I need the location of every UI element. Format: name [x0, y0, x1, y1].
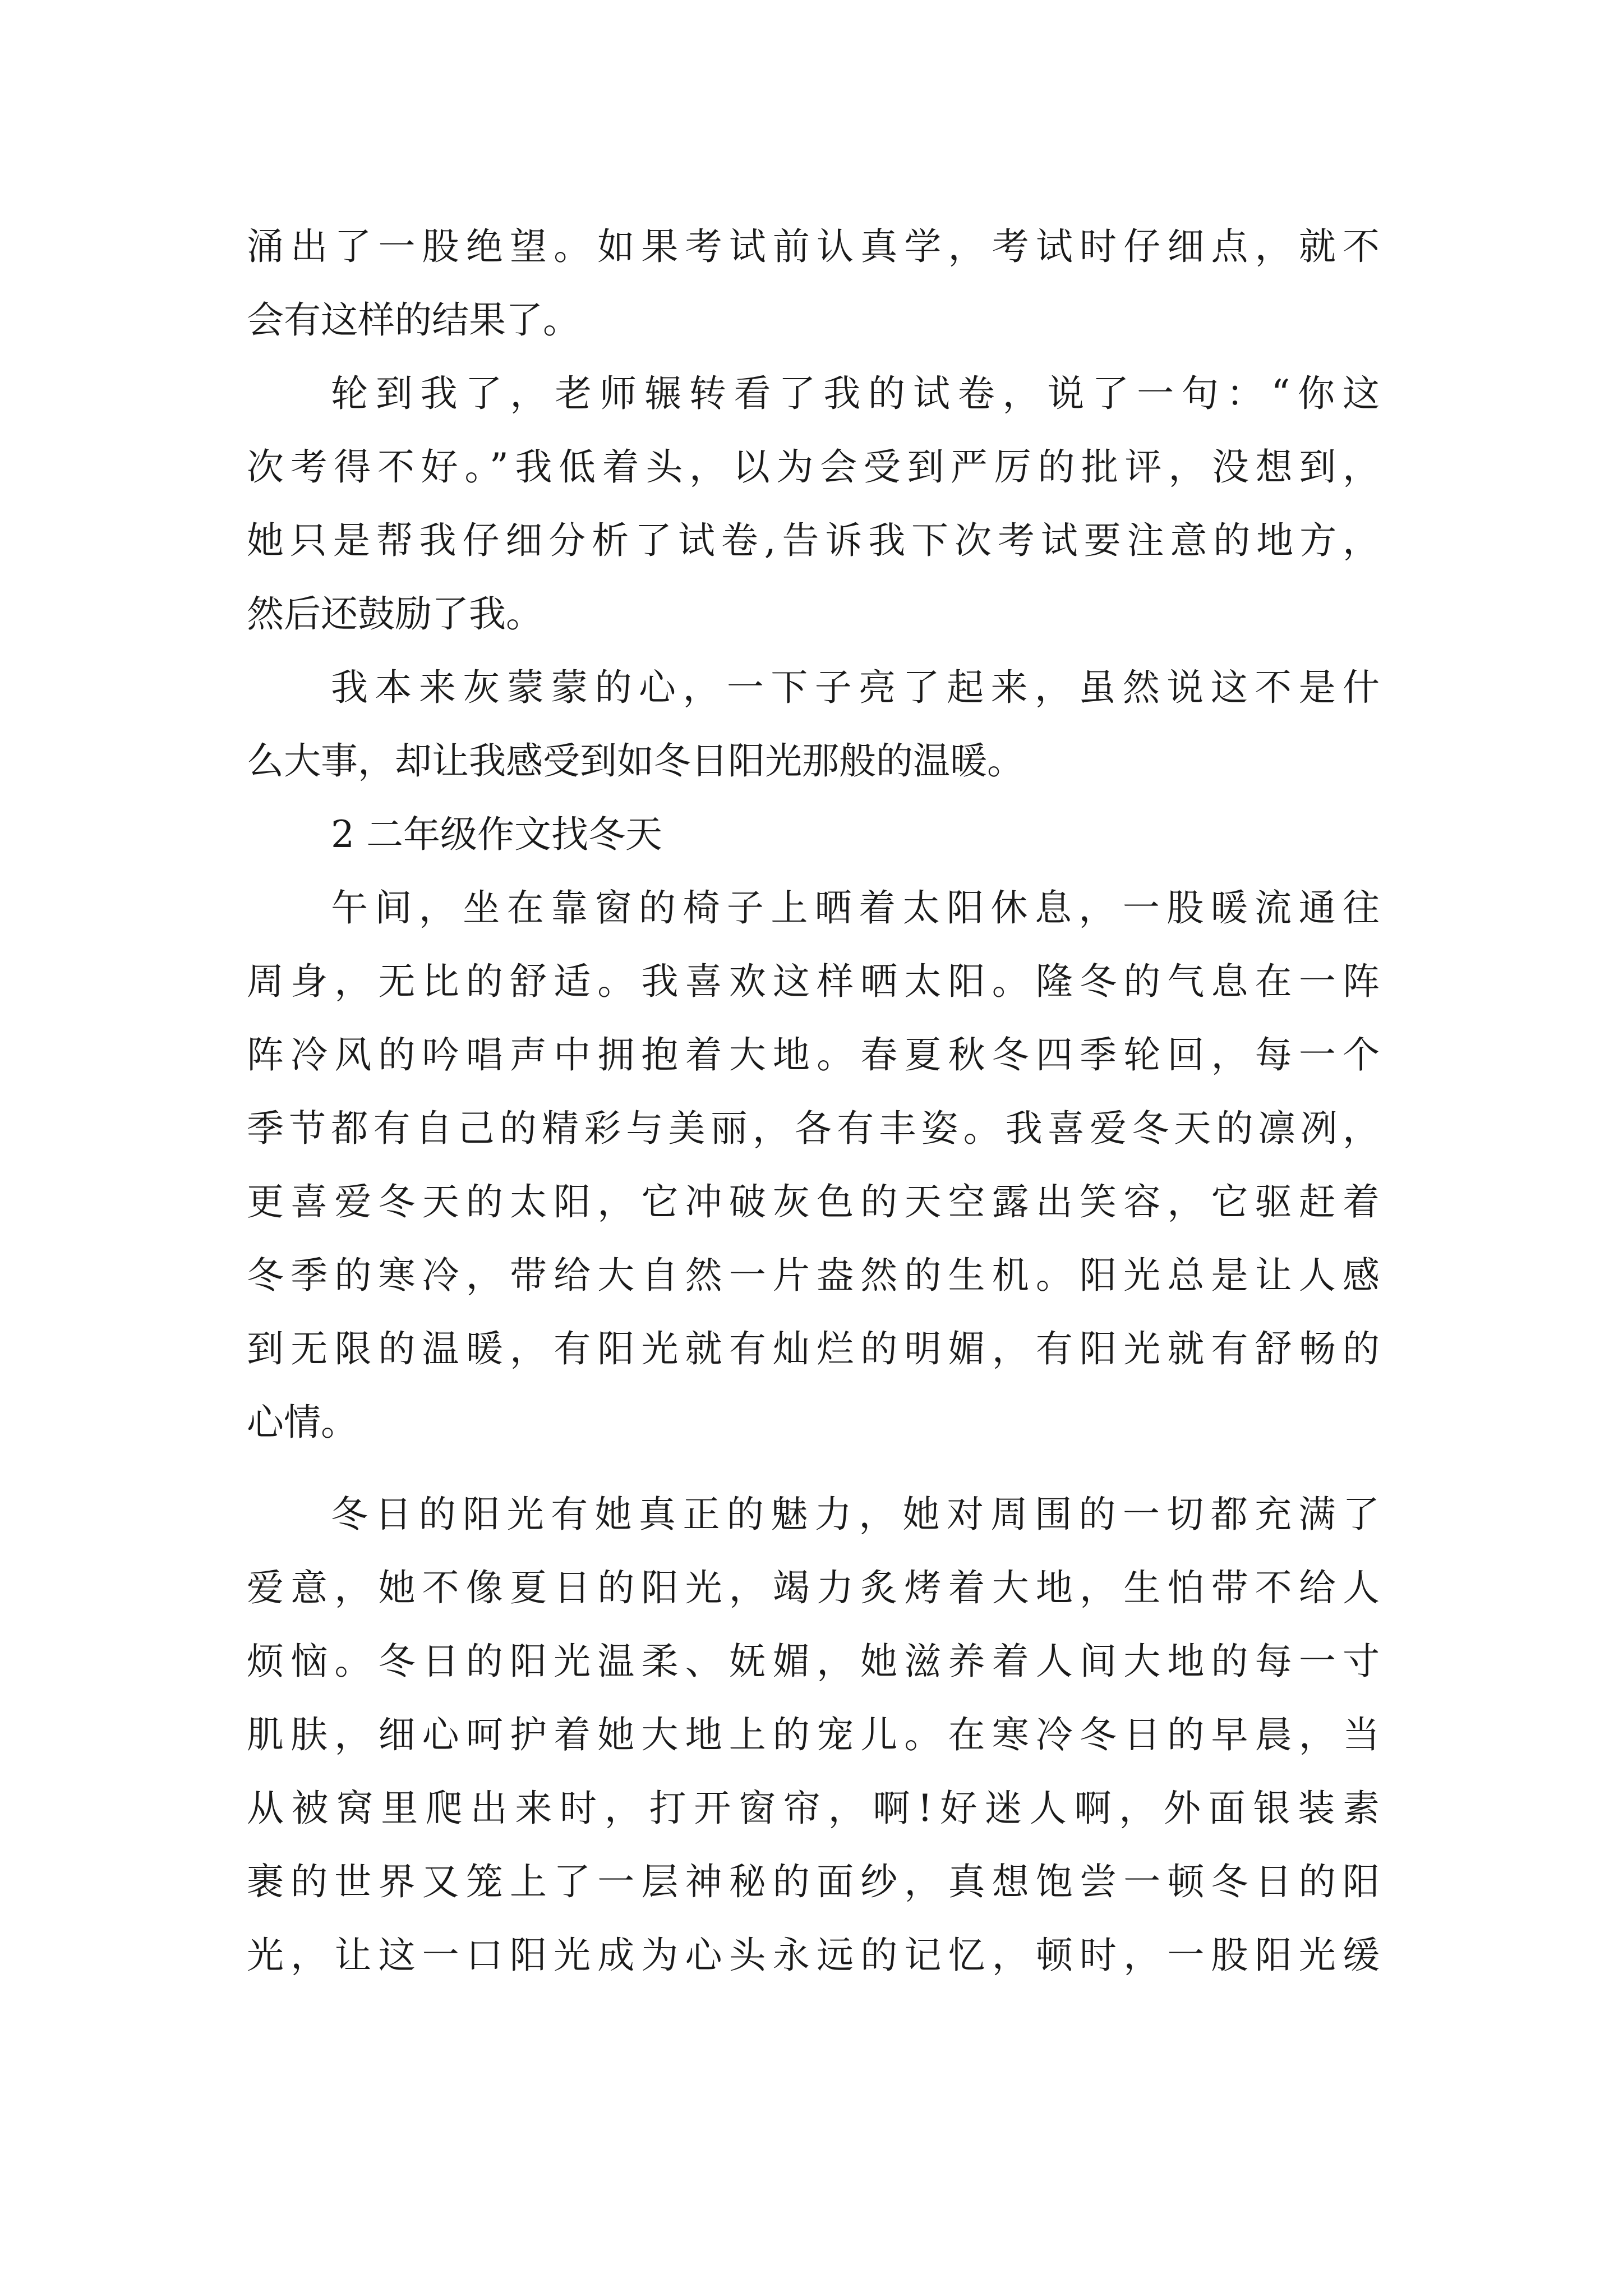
text-line: 从被窝里爬出来时，打开窗帘，啊!好迷人啊，外面银装素 — [247, 1787, 1380, 1830]
text-line: 次考得不好。”我低着头，以为会受到严厉的批评，没想到， — [247, 445, 1380, 489]
text-line: 然后还鼓励了我。 — [247, 592, 543, 636]
text-line: 周身，无比的舒适。我喜欢这样晒太阳。隆冬的气息在一阵 — [247, 960, 1380, 1003]
paragraph-first-line: 午间，坐在靠窗的椅子上晒着太阳休息，一股暖流通往 — [331, 886, 1380, 930]
section-heading: 2 二年级作文找冬天 — [331, 813, 662, 856]
paragraph-first-line: 我本来灰蒙蒙的心，一下子亮了起来，虽然说这不是什 — [331, 666, 1380, 709]
text-line: 爱意，她不像夏日的阳光，竭力炙烤着大地，生怕带不给人 — [247, 1566, 1380, 1609]
text-line: 她只是帮我仔细分析了试卷,告诉我下次考试要注意的地方， — [247, 519, 1380, 562]
text-line: 季节都有自己的精彩与美丽，各有丰姿。我喜爱冬天的凛冽， — [247, 1107, 1380, 1150]
text-line: 阵冷风的吟唱声中拥抱着大地。春夏秋冬四季轮回，每一个 — [247, 1033, 1380, 1076]
text-line: 心情。 — [247, 1401, 358, 1444]
text-line: 肌肤，细心呵护着她大地上的宠儿。在寒冷冬日的早晨，当 — [247, 1713, 1380, 1756]
text-line: 裹的世界又笼上了一层神秘的面纱，真想饱尝一顿冬日的阳 — [247, 1860, 1380, 1903]
text-line: 涌出了一股绝望。如果考试前认真学，考试时仔细点，就不 — [247, 225, 1380, 268]
paragraph-first-line: 轮到我了，老师辗转看了我的试卷，说了一句：“你这 — [331, 372, 1380, 415]
text-line: 更喜爱冬天的太阳，它冲破灰色的天空露出笑容，它驱赶着 — [247, 1180, 1380, 1223]
text-line: 冬季的寒冷，带给大自然一片盎然的生机。阳光总是让人感 — [247, 1254, 1380, 1297]
text-line: 到无限的温暖，有阳光就有灿烂的明媚，有阳光就有舒畅的 — [247, 1327, 1380, 1370]
paragraph-first-line: 冬日的阳光有她真正的魅力，她对周围的一切都充满了 — [331, 1493, 1380, 1536]
text-line: 烦恼。冬日的阳光温柔、妩媚，她滋养着人间大地的每一寸 — [247, 1640, 1380, 1683]
text-line: 光，让这一口阳光成为心头永远的记忆，顿时，一股阳光缓 — [247, 1934, 1380, 1977]
text-line: 会有这样的结果了。 — [247, 298, 580, 342]
text-line: 么大事，却让我感受到如冬日阳光那般的温暖。 — [247, 739, 1024, 783]
